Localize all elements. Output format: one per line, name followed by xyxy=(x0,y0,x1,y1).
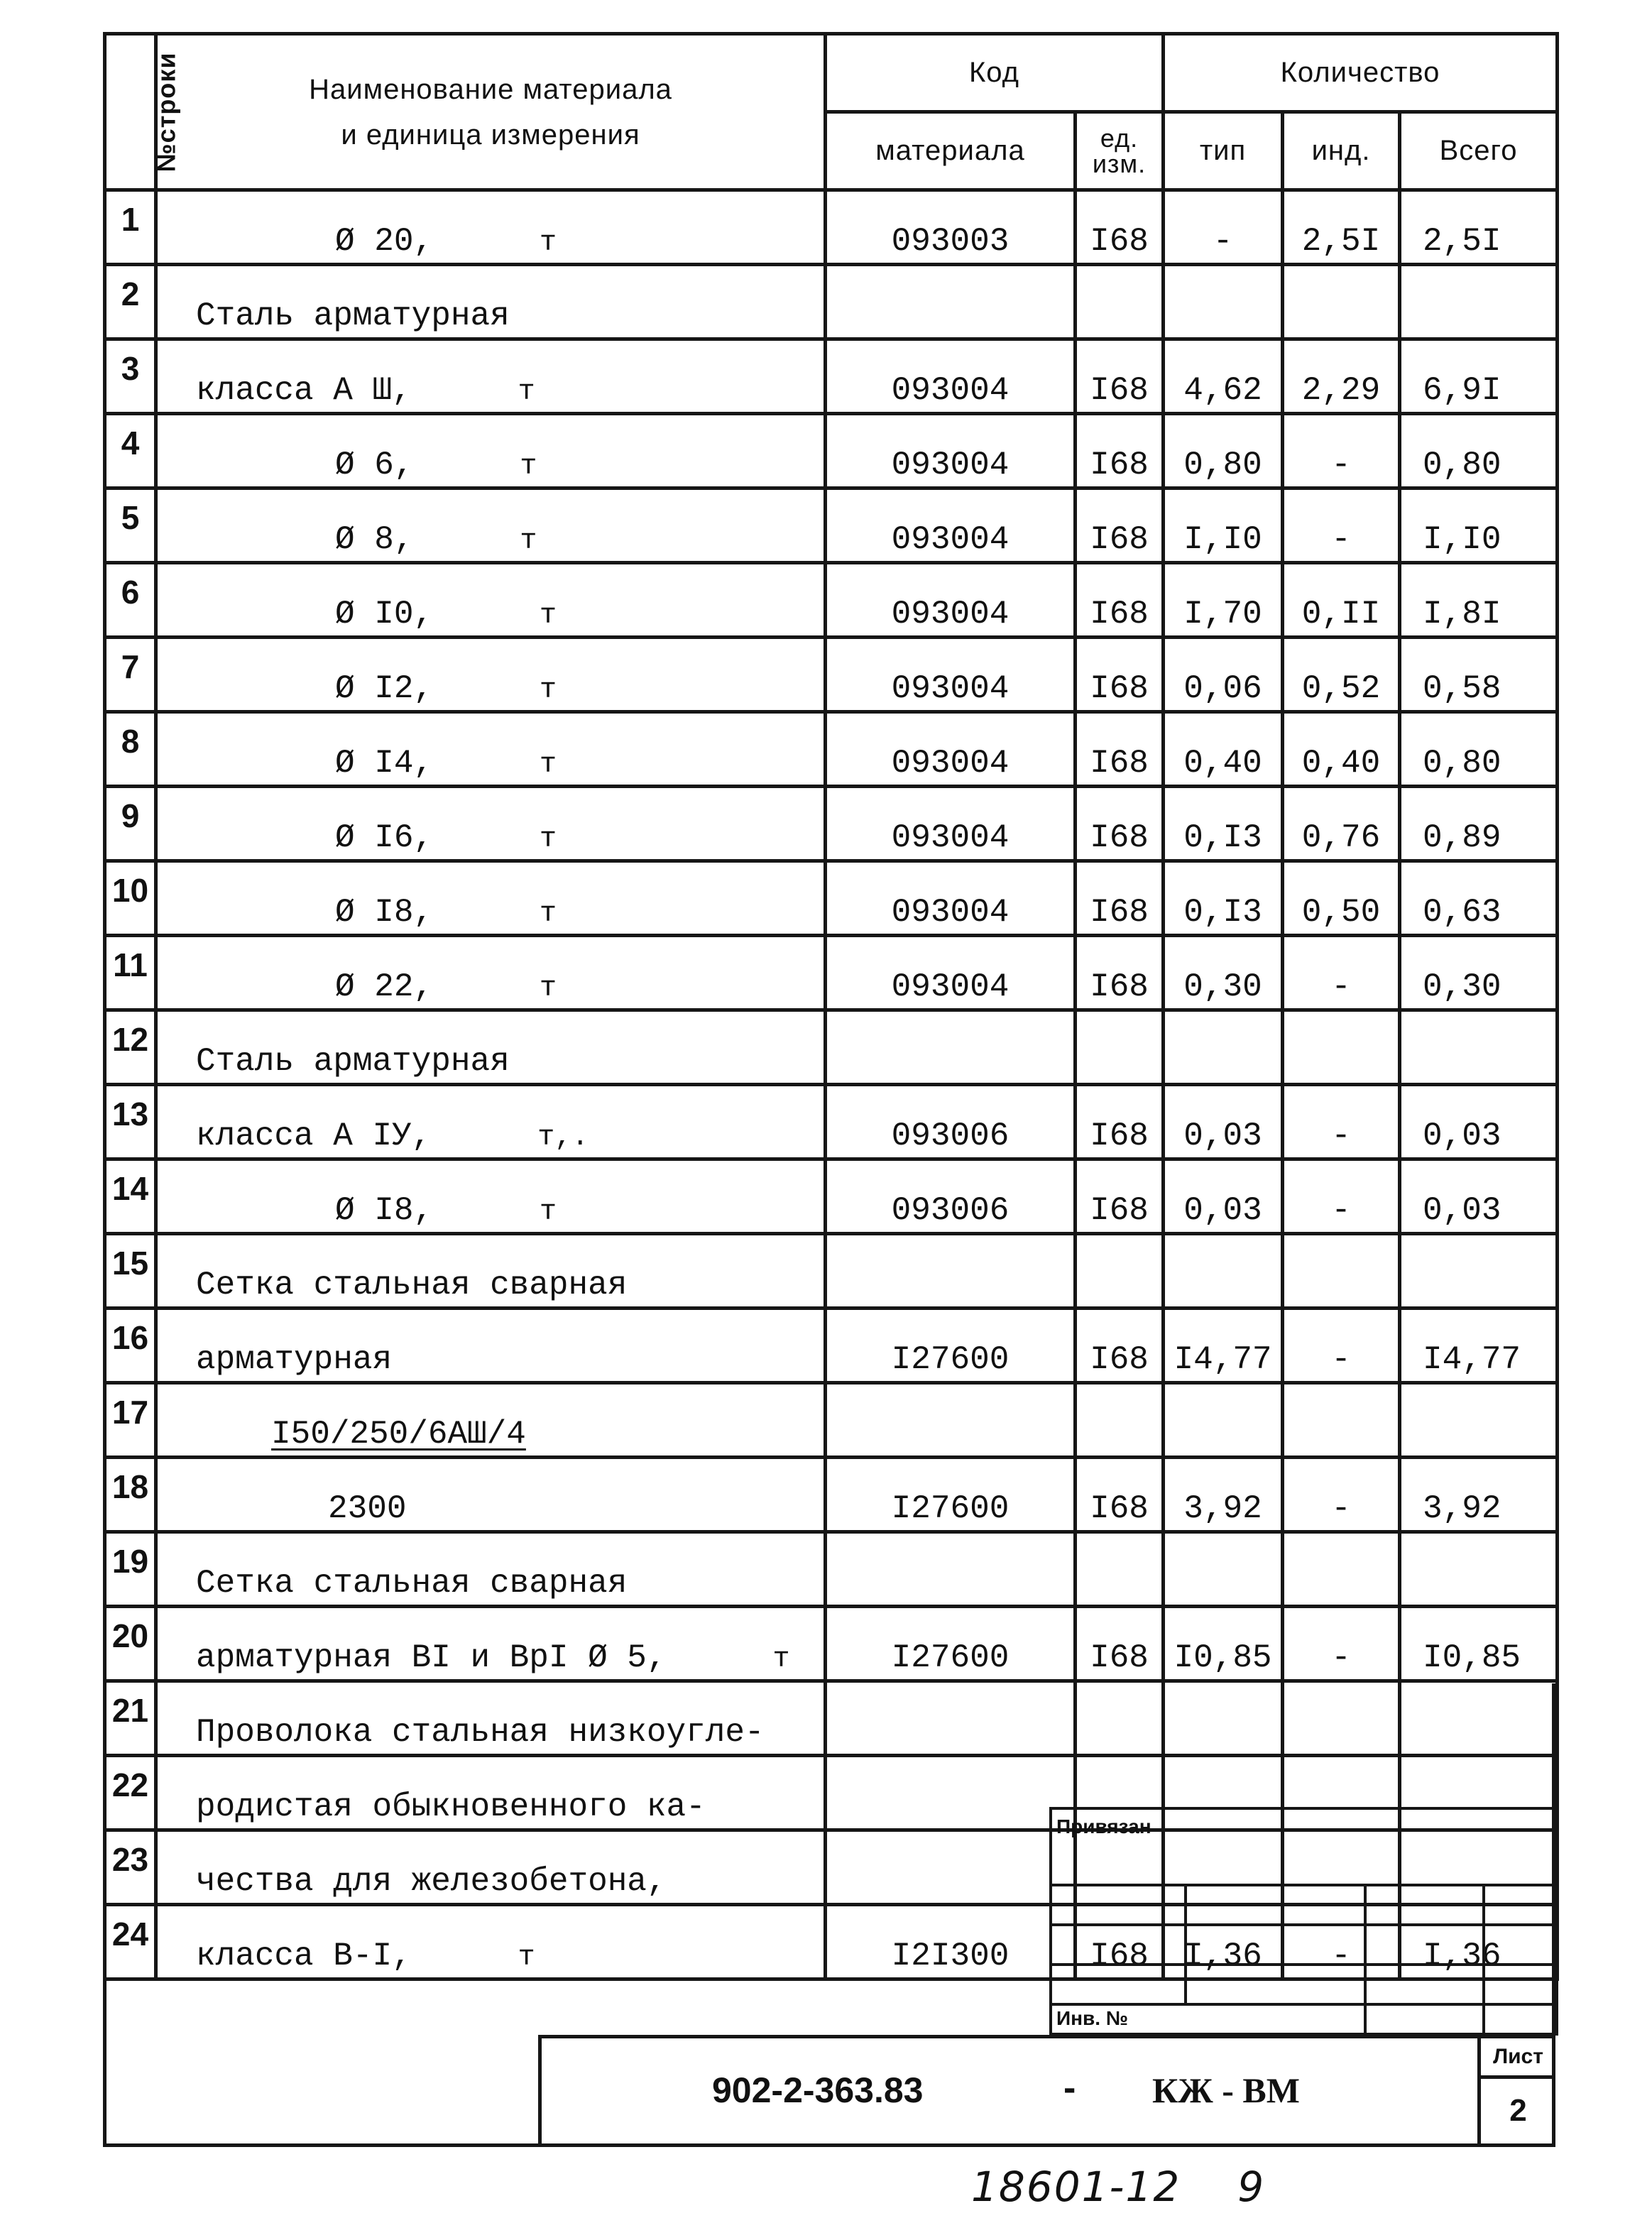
row-number: 14 xyxy=(105,1159,156,1234)
material-name-text: Ø I0, xyxy=(335,596,434,633)
material-name-text: Ø I8, xyxy=(335,1192,434,1229)
table-row xyxy=(105,563,1558,638)
row-number: 24 xyxy=(105,1905,156,1979)
unit-code: I68 xyxy=(1076,1309,1164,1383)
qty-ind: 2,29 xyxy=(1283,339,1400,414)
qty-type: I,70 xyxy=(1164,563,1283,638)
row-number: 13 xyxy=(105,1085,156,1159)
material-name xyxy=(156,563,826,638)
unit-code xyxy=(1076,1010,1164,1085)
table-row xyxy=(105,787,1558,861)
qty-type: 0,I3 xyxy=(1164,861,1283,936)
material-name xyxy=(156,1159,826,1234)
header-code-unit-line2: изм. xyxy=(1092,148,1147,178)
stamp-cell xyxy=(1051,1925,1186,1965)
qty-ind: 0,II xyxy=(1283,563,1400,638)
material-name-text: Ø 8, xyxy=(335,521,414,558)
table-row xyxy=(105,712,1558,787)
unit-code: I68 xyxy=(1076,936,1164,1010)
table-row xyxy=(105,488,1558,563)
unit-code: I68 xyxy=(1076,1159,1164,1234)
material-name-text: Ø I2, xyxy=(335,670,434,707)
qty-ind: - xyxy=(1283,1085,1400,1159)
row-number: 9 xyxy=(105,787,156,861)
material-name xyxy=(156,1532,826,1607)
material-name xyxy=(156,936,826,1010)
sheet-number: 2 xyxy=(1509,2093,1527,2128)
qty-type xyxy=(1164,265,1283,339)
material-name-text: класса В-I, xyxy=(196,1938,412,1975)
header-qty-ind: инд. xyxy=(1283,112,1400,190)
table-row xyxy=(105,861,1558,936)
unit-code xyxy=(1076,1383,1164,1458)
unit-code xyxy=(1076,265,1164,339)
material-name-text: арматурная BI и BpI Ø 5, xyxy=(196,1639,667,1676)
header-material-name xyxy=(156,34,826,190)
material-name xyxy=(156,1234,826,1309)
qty-ind xyxy=(1283,265,1400,339)
material-name-text: родистая обыкновенного ка- xyxy=(196,1788,706,1825)
row-number: 17 xyxy=(105,1383,156,1458)
material-name-text: Сетка стальная сварная xyxy=(196,1267,628,1304)
qty-type: 0,03 xyxy=(1164,1085,1283,1159)
row-number: 22 xyxy=(105,1756,156,1830)
header-code-unit-line1: ед. xyxy=(1100,123,1139,153)
qty-ind xyxy=(1283,1010,1400,1085)
document-mark: КЖ - ВМ xyxy=(1152,2070,1300,2110)
material-name-text: 2300 xyxy=(328,1490,407,1527)
row-number: 7 xyxy=(105,638,156,712)
stamp-cell xyxy=(1186,1885,1365,1925)
unit-code: I68 xyxy=(1076,488,1164,563)
qty-ind: - xyxy=(1283,936,1400,1010)
row-number: 20 xyxy=(105,1607,156,1681)
material-unit: т xyxy=(540,600,557,632)
unit-code: I68 xyxy=(1076,712,1164,787)
header-row-number-label: №строки xyxy=(151,52,181,173)
table-row xyxy=(105,414,1558,488)
header-code: Код xyxy=(826,34,1164,112)
material-code xyxy=(826,1234,1076,1309)
qty-total: 0,63 xyxy=(1400,861,1558,936)
material-name-text: Ø I6, xyxy=(335,819,434,856)
stamp-cell xyxy=(1484,1925,1557,1965)
unit-code: I68 xyxy=(1076,1607,1164,1681)
table-row xyxy=(105,1010,1558,1085)
qty-total xyxy=(1400,1010,1558,1085)
material-code: 093004 xyxy=(826,787,1076,861)
header-quantity: Количество xyxy=(1164,34,1558,112)
sheet-box xyxy=(1477,2038,1555,2147)
qty-total: 0,03 xyxy=(1400,1085,1558,1159)
material-code: I2I300 xyxy=(826,1905,1076,1979)
material-name xyxy=(156,1010,826,1085)
qty-ind: - xyxy=(1283,1458,1400,1532)
material-code xyxy=(826,1532,1076,1607)
material-unit: т xyxy=(520,525,537,557)
material-code: I27600 xyxy=(826,1607,1076,1681)
row-number: 11 xyxy=(105,936,156,1010)
stamp-cell xyxy=(1051,1965,1186,2004)
stamp-cell xyxy=(1484,2004,1557,2034)
header-code-unit xyxy=(1076,112,1164,190)
qty-total: 0,30 xyxy=(1400,936,1558,1010)
material-name xyxy=(156,1383,826,1458)
material-unit: т xyxy=(540,674,557,706)
qty-ind: 0,52 xyxy=(1283,638,1400,712)
unit-code: I68 xyxy=(1076,339,1164,414)
material-code: 093006 xyxy=(826,1085,1076,1159)
qty-ind: 0,76 xyxy=(1283,787,1400,861)
unit-code: I68 xyxy=(1076,638,1164,712)
material-code: I27600 xyxy=(826,1309,1076,1383)
qty-total: I,I0 xyxy=(1400,488,1558,563)
stamp-attached-label: Привязан xyxy=(1051,1808,1557,1885)
unit-code: I68 xyxy=(1076,1458,1164,1532)
header-code-material: материала xyxy=(826,112,1076,190)
unit-code: I68 xyxy=(1076,1905,1164,1979)
unit-code: I68 xyxy=(1076,787,1164,861)
material-name-text: I50/250/6АШ/4 xyxy=(271,1416,526,1453)
qty-ind: 2,5I xyxy=(1283,190,1400,265)
row-number: 3 xyxy=(105,339,156,414)
material-unit: т,. xyxy=(537,1122,589,1154)
table-row xyxy=(105,936,1558,1010)
material-unit: т xyxy=(540,973,557,1005)
material-unit: т xyxy=(518,376,535,408)
qty-type xyxy=(1164,1532,1283,1607)
qty-type xyxy=(1164,1234,1283,1309)
qty-total xyxy=(1400,265,1558,339)
material-name-text: Сетка стальная сварная xyxy=(196,1565,628,1602)
row-number: 8 xyxy=(105,712,156,787)
header-qty-total: Всего xyxy=(1400,112,1558,190)
material-unit: т xyxy=(540,824,557,856)
header-row-number xyxy=(105,34,181,190)
material-name-text: Ø I8, xyxy=(335,894,434,931)
material-name-text: класса А Ш, xyxy=(196,372,412,409)
material-unit: т xyxy=(540,1196,557,1228)
qty-type: - xyxy=(1164,190,1283,265)
row-number: 15 xyxy=(105,1234,156,1309)
table-header xyxy=(105,34,1558,190)
row-number: 2 xyxy=(105,265,156,339)
material-name xyxy=(156,861,826,936)
stamp-cell xyxy=(1051,1885,1186,1925)
table-row xyxy=(105,339,1558,414)
header-qty-type: тип xyxy=(1164,112,1283,190)
material-unit: т xyxy=(540,227,557,259)
material-code: 093006 xyxy=(826,1159,1076,1234)
qty-type xyxy=(1164,1383,1283,1458)
qty-total: 0,80 xyxy=(1400,414,1558,488)
row-number: 23 xyxy=(105,1830,156,1905)
table-row xyxy=(105,190,1558,265)
sheet-label: Лист xyxy=(1481,2038,1555,2079)
qty-type: 4,62 xyxy=(1164,339,1283,414)
row-number: 16 xyxy=(105,1309,156,1383)
qty-type: 0,03 xyxy=(1164,1159,1283,1234)
qty-total: 6,9I xyxy=(1400,339,1558,414)
stamp-cell xyxy=(1186,1965,1365,2004)
material-name-text: Сталь арматурная xyxy=(196,1043,510,1080)
material-name-text: Сталь арматурная xyxy=(196,297,510,334)
row-number: 4 xyxy=(105,414,156,488)
document-code: 902-2-363.83 xyxy=(712,2070,924,2110)
stamp-cell xyxy=(1365,1885,1484,1925)
material-name xyxy=(156,190,826,265)
unit-code: I68 xyxy=(1076,563,1164,638)
material-name xyxy=(156,265,826,339)
qty-type: I0,85 xyxy=(1164,1607,1283,1681)
qty-total: 0,58 xyxy=(1400,638,1558,712)
row-number: 6 xyxy=(105,563,156,638)
material-name xyxy=(156,488,826,563)
row-number: 10 xyxy=(105,861,156,936)
material-name xyxy=(156,1309,826,1383)
qty-type: I,36 xyxy=(1164,1905,1283,1979)
qty-ind xyxy=(1283,1234,1400,1309)
qty-total: I,36 xyxy=(1400,1905,1558,1979)
qty-ind: - xyxy=(1283,1607,1400,1681)
material-name xyxy=(156,1607,826,1681)
qty-total: 3,92 xyxy=(1400,1458,1558,1532)
material-code: 093004 xyxy=(826,563,1076,638)
unit-code: I68 xyxy=(1076,414,1164,488)
title-block xyxy=(538,2035,1555,2147)
material-unit: т xyxy=(520,451,537,483)
stamp-cell xyxy=(1484,1965,1557,2004)
material-name-text: Проволока стальная низкоугле- xyxy=(196,1714,765,1751)
qty-total xyxy=(1400,1532,1558,1607)
row-number: 18 xyxy=(105,1458,156,1532)
stamp-cell xyxy=(1186,1925,1365,1965)
table-row xyxy=(105,1159,1558,1234)
table-row xyxy=(105,1532,1558,1607)
qty-ind: - xyxy=(1283,1159,1400,1234)
row-number: 1 xyxy=(105,190,156,265)
qty-ind: - xyxy=(1283,1905,1400,1979)
qty-ind xyxy=(1283,1383,1400,1458)
row-number: 12 xyxy=(105,1010,156,1085)
material-code: 093004 xyxy=(826,414,1076,488)
unit-code: I68 xyxy=(1076,190,1164,265)
unit-code: I68 xyxy=(1076,1085,1164,1159)
material-unit: т xyxy=(540,898,557,930)
qty-total: 0,03 xyxy=(1400,1159,1558,1234)
qty-ind: 0,50 xyxy=(1283,861,1400,936)
qty-type: 0,30 xyxy=(1164,936,1283,1010)
handwritten-page: 9 xyxy=(1237,2163,1266,2211)
material-name-text: Ø 20, xyxy=(335,223,434,260)
qty-type xyxy=(1164,1010,1283,1085)
material-name xyxy=(156,1458,826,1532)
material-code: 093003 xyxy=(826,190,1076,265)
qty-total: 2,5I xyxy=(1400,190,1558,265)
document-separator: - xyxy=(1063,2068,1076,2109)
qty-type: I,I0 xyxy=(1164,488,1283,563)
material-code xyxy=(826,1010,1076,1085)
qty-ind: 0,40 xyxy=(1283,712,1400,787)
qty-ind xyxy=(1283,1532,1400,1607)
qty-total: I0,85 xyxy=(1400,1607,1558,1681)
stamp-cell xyxy=(1365,1925,1484,1965)
unit-code xyxy=(1076,1532,1164,1607)
material-code: 093004 xyxy=(826,638,1076,712)
material-name-text: класса А IУ, xyxy=(196,1118,432,1154)
material-name-text: чества для железобетона, xyxy=(196,1863,667,1900)
unit-code xyxy=(1076,1234,1164,1309)
material-name-text: арматурная xyxy=(196,1341,393,1378)
header-name-line2: и единица измерения xyxy=(341,119,640,151)
material-code: 093004 xyxy=(826,936,1076,1010)
stamp-inv-label: Инв. № xyxy=(1051,2004,1365,2034)
table-row xyxy=(105,1383,1558,1458)
table-row xyxy=(105,1607,1558,1681)
qty-ind: - xyxy=(1283,488,1400,563)
row-number: 5 xyxy=(105,488,156,563)
row-number: 19 xyxy=(105,1532,156,1607)
qty-type: I4,77 xyxy=(1164,1309,1283,1383)
material-code xyxy=(826,265,1076,339)
material-unit: т xyxy=(772,1644,790,1676)
material-name xyxy=(156,414,826,488)
material-name-text: Ø 22, xyxy=(335,968,434,1005)
material-code: 093004 xyxy=(826,861,1076,936)
table-row xyxy=(105,265,1558,339)
material-code: 093004 xyxy=(826,339,1076,414)
qty-total xyxy=(1400,1383,1558,1458)
stamp-cell xyxy=(1365,2004,1484,2034)
qty-ind: - xyxy=(1283,1309,1400,1383)
unit-code: I68 xyxy=(1076,861,1164,936)
handwritten-note xyxy=(971,2163,1265,2211)
table-row xyxy=(105,1234,1558,1309)
material-name-text: Ø 6, xyxy=(335,447,414,484)
qty-type: 3,92 xyxy=(1164,1458,1283,1532)
material-code xyxy=(826,1383,1076,1458)
stamp-cell xyxy=(1484,1885,1557,1925)
table-row xyxy=(105,638,1558,712)
material-unit: т xyxy=(518,1942,535,1974)
qty-type: 0,06 xyxy=(1164,638,1283,712)
material-code: 093004 xyxy=(826,712,1076,787)
material-code: I27600 xyxy=(826,1458,1076,1532)
material-name xyxy=(156,787,826,861)
header-name-line1: Наименование материала xyxy=(309,73,672,105)
table-row xyxy=(105,1085,1558,1159)
material-unit: т xyxy=(540,749,557,781)
material-name xyxy=(156,1085,826,1159)
material-code: 093004 xyxy=(826,488,1076,563)
qty-ind: - xyxy=(1283,414,1400,488)
table-row xyxy=(105,1458,1558,1532)
qty-total: I,8I xyxy=(1400,563,1558,638)
qty-type: 0,40 xyxy=(1164,712,1283,787)
row-number: 21 xyxy=(105,1681,156,1756)
material-name xyxy=(156,638,826,712)
attachment-stamp xyxy=(1049,1807,1558,2036)
material-name xyxy=(156,339,826,414)
material-name-text: Ø I4, xyxy=(335,745,434,782)
stamp-cell xyxy=(1365,1965,1484,2004)
qty-total: 0,80 xyxy=(1400,712,1558,787)
material-name xyxy=(156,712,826,787)
table-row xyxy=(105,1309,1558,1383)
qty-type: 0,I3 xyxy=(1164,787,1283,861)
qty-type: 0,80 xyxy=(1164,414,1283,488)
qty-total xyxy=(1400,1234,1558,1309)
handwritten-number: 18601-12 xyxy=(971,2163,1181,2211)
qty-total: I4,77 xyxy=(1400,1309,1558,1383)
qty-total: 0,89 xyxy=(1400,787,1558,861)
